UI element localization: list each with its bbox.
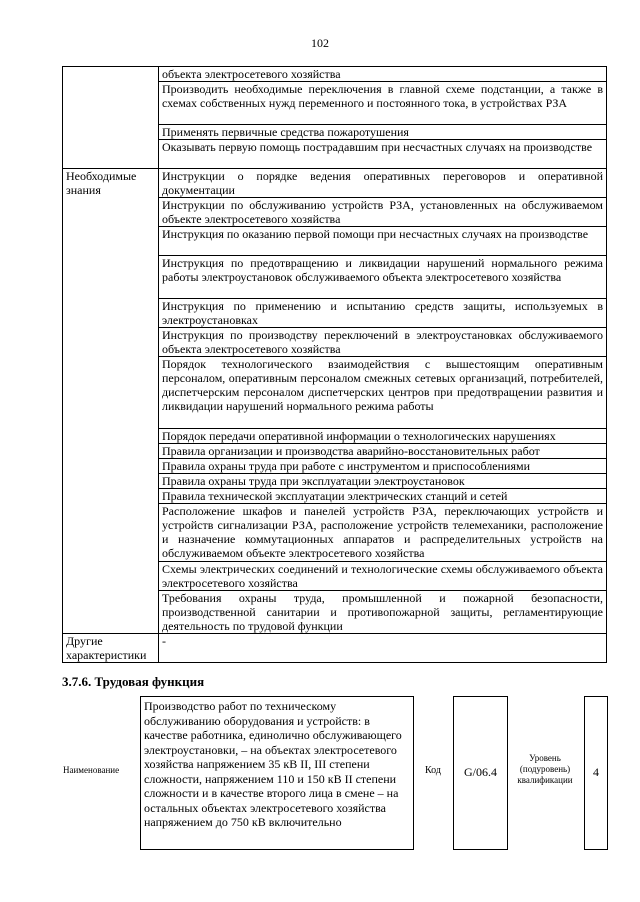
table-cell: Порядок технологического взаимодействия с вышестоящим оперативным персоналом, оперативным персоналом смежных сетевых организаций, потребителей, диспетчерским персоналом диспетчерских центров при предотвращении развития и ликвидации нарушений нормального режима работы bbox=[159, 357, 607, 429]
function-name-text: Производство работ по техническому обслуживанию оборудования и устройств: в качестве работника, единолично обслуживающего электроустановки, – на объектах электросетевого хозяйства напряжением 35 кВ II, III степени сложности, напряжением 110 и 150 кВ II степени сложности и в качестве второго лица в смене – на остальных объектах электросетевого хозяйства напряжением до 750 кВ включительно bbox=[144, 699, 402, 829]
table-cell: Схемы электрических соединений и технологические схемы обслуживаемого объекта электросетевого хозяйства bbox=[159, 562, 607, 591]
section-heading: 3.7.6. Трудовая функция bbox=[62, 674, 205, 689]
table-cell: Инструкция по предотвращению и ликвидации нарушений нормального режима работы электроустановок обслуживаемого объекта электросетевого хозяйства bbox=[159, 256, 607, 299]
table-cell: Правила охраны труда при эксплуатации электроустановок bbox=[159, 474, 607, 489]
row-label-necessary-knowledge: Необходимые знания bbox=[63, 169, 159, 634]
table-cell: Производить необходимые переключения в главной схеме подстанции, а также в схемах собственных нужд переменного и постоянного тока, в устройствах РЗА bbox=[159, 82, 607, 125]
name-label: Наименование bbox=[63, 765, 120, 775]
level-label: Уровень (подуровень) квалификации bbox=[517, 753, 573, 785]
table-cell: Правила технической эксплуатации электрических станций и сетей bbox=[159, 489, 607, 504]
table-cell: - bbox=[159, 634, 607, 663]
level-box bbox=[584, 696, 608, 850]
table-row bbox=[63, 169, 607, 198]
code-box bbox=[453, 696, 508, 850]
table-cell: Применять первичные средства пожаротушения bbox=[159, 125, 607, 140]
table-cell: Инструкции по обслуживанию устройств РЗА, установленных на обслуживаемом объекте электросетевого хозяйства bbox=[159, 198, 607, 227]
code-label: Код bbox=[425, 765, 441, 776]
table-cell: Расположение шкафов и панелей устройств РЗА, переключающих устройств и устройств сигнализации РЗА, расположение устройств телемеханики, расположение и назначение коммутационных аппаратов и распределительных устройств на обслуживаемом объекте электросетевого хозяйства bbox=[159, 504, 607, 562]
table-cell: Правила охраны труда при работе с инструментом и приспособлениями bbox=[159, 459, 607, 474]
table-cell: Порядок передачи оперативной информации о технологических нарушениях bbox=[159, 429, 607, 444]
row-label-empty bbox=[63, 67, 159, 169]
table-cell: Инструкция по применению и испытанию средств защиты, используемых в электроустановках bbox=[159, 299, 607, 328]
table-cell: Инструкция по производству переключений в электроустановках обслуживаемого объекта электросетевого хозяйства bbox=[159, 328, 607, 357]
table-cell: объекта электросетевого хозяйства bbox=[159, 67, 607, 82]
table-cell: Оказывать первую помощь пострадавшим при несчастных случаях на производстве bbox=[159, 140, 607, 169]
code-value: G/06.4 bbox=[464, 765, 497, 779]
row-label-other-characteristics: Другие характеристики bbox=[63, 634, 159, 663]
table-cell: Инструкция по оказанию первой помощи при несчастных случаях на производстве bbox=[159, 227, 607, 256]
table-row bbox=[63, 634, 607, 663]
table-cell: Правила организации и производства аварийно-восстановительных работ bbox=[159, 444, 607, 459]
table-cell: Требования охраны труда, промышленной и пожарной безопасности, производственной санитарии и противопожарной защиты, регламентирующие деятельность по трудовой функции bbox=[159, 591, 607, 634]
table-cell: Инструкции о порядке ведения оперативных переговоров и оперативной документации bbox=[159, 169, 607, 198]
level-value: 4 bbox=[593, 765, 599, 779]
skills-table bbox=[62, 66, 607, 663]
function-name-box bbox=[140, 696, 414, 850]
page-number: 102 bbox=[311, 36, 329, 50]
table-row bbox=[63, 67, 607, 82]
